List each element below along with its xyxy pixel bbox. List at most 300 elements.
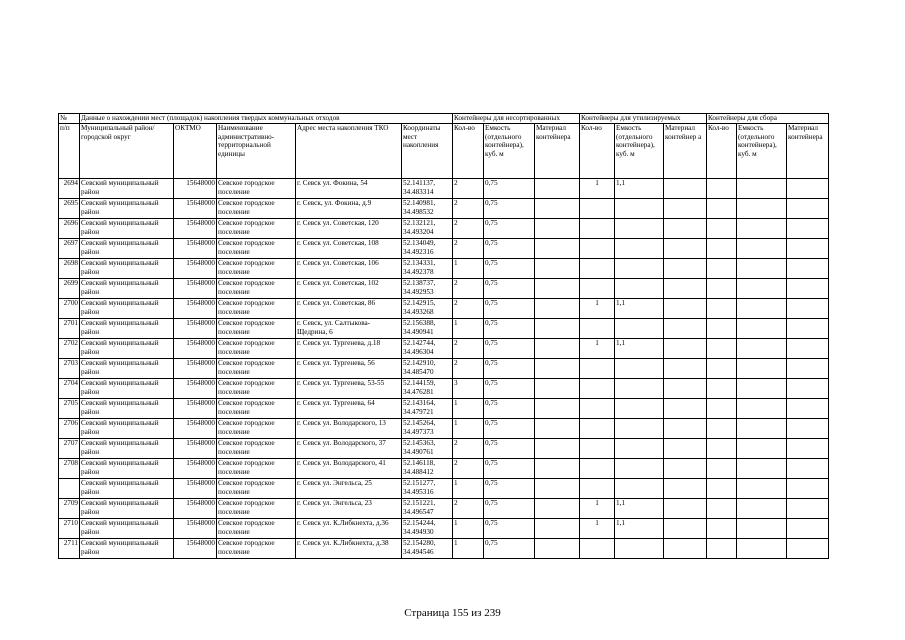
count-recycle-cell xyxy=(580,399,615,419)
material-unsorted-cell xyxy=(535,219,580,239)
count-unsorted-cell: 2 xyxy=(453,339,484,359)
capacity-collect-cell xyxy=(737,519,787,539)
oktmo-cell: 15648000 xyxy=(174,219,217,239)
row-number: 2701 xyxy=(59,319,80,339)
count-unsorted-cell: 2 xyxy=(453,499,484,519)
row-number: 2706 xyxy=(59,419,80,439)
material-collect-cell xyxy=(787,299,829,319)
district-cell: Севский муниципальный район xyxy=(80,339,174,359)
oktmo-cell: 15648000 xyxy=(174,479,217,499)
count-collect-cell xyxy=(707,539,737,559)
row-number: 2708 xyxy=(59,459,80,479)
capacity-unsorted-cell: 0,75 xyxy=(484,359,535,379)
coords-cell: 52.145264, 34.497373 xyxy=(402,419,453,439)
count-unsorted-cell: 2 xyxy=(453,359,484,379)
oktmo-cell: 15648000 xyxy=(174,199,217,219)
district-cell: Севский муниципальный район xyxy=(80,539,174,559)
capacity-collect-cell xyxy=(737,439,787,459)
address-cell: г. Севск ул. Володарского, 41 xyxy=(296,459,402,479)
count-recycle-cell: 1 xyxy=(580,519,615,539)
material-collect-cell xyxy=(787,379,829,399)
count-recycle-cell xyxy=(580,479,615,499)
capacity-collect-cell xyxy=(737,279,787,299)
material-recycle-cell xyxy=(664,279,707,299)
coords-cell: 52.154244, 34.494930 xyxy=(402,519,453,539)
material-unsorted-cell xyxy=(535,259,580,279)
capacity-unsorted-cell: 0,75 xyxy=(484,239,535,259)
material-recycle-cell xyxy=(664,399,707,419)
material-collect-cell xyxy=(787,259,829,279)
oktmo-cell: 15648000 xyxy=(174,239,217,259)
capacity-unsorted-cell: 0,75 xyxy=(484,219,535,239)
admin-unit-cell: Севское городское поселение xyxy=(217,439,296,459)
capacity-recycle-cell xyxy=(615,199,664,219)
address-cell: г. Севск ул. К.Либкнехта, д.38 xyxy=(296,539,402,559)
address-cell: г. Севск ул. Советская, 108 xyxy=(296,239,402,259)
address-cell: г. Севск ул. Советская, 106 xyxy=(296,259,402,279)
material-collect-cell xyxy=(787,219,829,239)
coords-cell: 52.143164, 34.479721 xyxy=(402,399,453,419)
capacity-recycle-cell: 1,1 xyxy=(615,179,664,199)
row-number xyxy=(59,479,80,499)
capacity-recycle-cell xyxy=(615,479,664,499)
material-recycle-cell xyxy=(664,499,707,519)
coords-cell: 52.141137, 34.483314 xyxy=(402,179,453,199)
oktmo-cell: 15648000 xyxy=(174,299,217,319)
admin-unit-cell: Севское городское поселение xyxy=(217,419,296,439)
count-unsorted-cell: 2 xyxy=(453,219,484,239)
coords-cell: 52.132121, 34.493204 xyxy=(402,219,453,239)
material-unsorted-cell xyxy=(535,319,580,339)
count-collect-cell xyxy=(707,519,737,539)
coords-cell: 52.134049, 34.492316 xyxy=(402,239,453,259)
address-cell: г. Севск ул. Тургенева, 53-55 xyxy=(296,379,402,399)
capacity-recycle-cell: 1,1 xyxy=(615,339,664,359)
header-admin-unit: Наименование административно-территориальной единицы xyxy=(217,124,296,179)
district-cell: Севский муниципальный район xyxy=(80,399,174,419)
capacity-recycle-cell xyxy=(615,279,664,299)
capacity-collect-cell xyxy=(737,479,787,499)
coords-cell: 52.142910, 34.485470 xyxy=(402,359,453,379)
material-recycle-cell xyxy=(664,219,707,239)
material-collect-cell xyxy=(787,479,829,499)
material-collect-cell xyxy=(787,399,829,419)
material-recycle-cell xyxy=(664,419,707,439)
header-row-groups xyxy=(59,114,829,124)
count-recycle-cell xyxy=(580,239,615,259)
material-recycle-cell xyxy=(664,459,707,479)
capacity-collect-cell xyxy=(737,499,787,519)
admin-unit-cell: Севское городское поселение xyxy=(217,499,296,519)
header-material-unsorted: Материал контейнера xyxy=(535,124,580,179)
admin-unit-cell: Севское городское поселение xyxy=(217,399,296,419)
table-row xyxy=(59,239,829,259)
oktmo-cell: 15648000 xyxy=(174,439,217,459)
admin-unit-cell: Севское городское поселение xyxy=(217,479,296,499)
count-collect-cell xyxy=(707,439,737,459)
admin-unit-cell: Севское городское поселение xyxy=(217,279,296,299)
capacity-unsorted-cell: 0,75 xyxy=(484,479,535,499)
address-cell: г. Севск ул. Тургенева, 64 xyxy=(296,399,402,419)
capacity-recycle-cell xyxy=(615,319,664,339)
material-unsorted-cell xyxy=(535,239,580,259)
row-number: 2705 xyxy=(59,399,80,419)
capacity-unsorted-cell: 0,75 xyxy=(484,179,535,199)
header-count-unsorted: Кол-во xyxy=(453,124,484,179)
district-cell: Севский муниципальный район xyxy=(80,279,174,299)
count-unsorted-cell: 2 xyxy=(453,239,484,259)
capacity-recycle-cell xyxy=(615,379,664,399)
oktmo-cell: 15648000 xyxy=(174,499,217,519)
address-cell: г. Севск ул. Володарского, 13 xyxy=(296,419,402,439)
count-unsorted-cell: 2 xyxy=(453,439,484,459)
coords-cell: 52.142744, 34.496304 xyxy=(402,339,453,359)
capacity-collect-cell xyxy=(737,339,787,359)
capacity-unsorted-cell: 0,75 xyxy=(484,339,535,359)
row-number: 2710 xyxy=(59,519,80,539)
district-cell: Севский муниципальный район xyxy=(80,439,174,459)
row-number: 2700 xyxy=(59,299,80,319)
district-cell: Севский муниципальный район xyxy=(80,299,174,319)
address-cell: г. Севск ул. Советская, 120 xyxy=(296,219,402,239)
capacity-unsorted-cell: 0,75 xyxy=(484,299,535,319)
table-row xyxy=(59,319,829,339)
material-unsorted-cell xyxy=(535,199,580,219)
header-capacity-unsorted: Емкость (отдельного контейнера), куб. м xyxy=(484,124,535,179)
district-cell: Севский муниципальный район xyxy=(80,519,174,539)
capacity-collect-cell xyxy=(737,359,787,379)
capacity-unsorted-cell: 0,75 xyxy=(484,399,535,419)
count-unsorted-cell: 1 xyxy=(453,539,484,559)
count-recycle-cell xyxy=(580,259,615,279)
row-number: 2707 xyxy=(59,439,80,459)
material-collect-cell xyxy=(787,419,829,439)
header-group-collect: Контейнеры для сбора xyxy=(707,114,829,124)
capacity-recycle-cell xyxy=(615,459,664,479)
count-collect-cell xyxy=(707,359,737,379)
capacity-recycle-cell xyxy=(615,419,664,439)
capacity-recycle-cell: 1,1 xyxy=(615,519,664,539)
address-cell: г. Севск, ул. Салтыкова-Щедрина, 6 xyxy=(296,319,402,339)
material-collect-cell xyxy=(787,519,829,539)
header-district: Муниципальный район/городской округ xyxy=(80,124,174,179)
capacity-recycle-cell xyxy=(615,399,664,419)
table-row xyxy=(59,279,829,299)
material-recycle-cell xyxy=(664,439,707,459)
capacity-collect-cell xyxy=(737,459,787,479)
material-collect-cell xyxy=(787,359,829,379)
material-collect-cell xyxy=(787,279,829,299)
oktmo-cell: 15648000 xyxy=(174,539,217,559)
capacity-unsorted-cell: 0,75 xyxy=(484,439,535,459)
admin-unit-cell: Севское городское поселение xyxy=(217,379,296,399)
page-number: Страница 155 из 239 xyxy=(404,607,501,619)
capacity-collect-cell xyxy=(737,419,787,439)
row-number: 2696 xyxy=(59,219,80,239)
oktmo-cell: 15648000 xyxy=(174,419,217,439)
count-unsorted-cell: 2 xyxy=(453,279,484,299)
address-cell: г. Севск ул. Советская, 102 xyxy=(296,279,402,299)
district-cell: Севский муниципальный район xyxy=(80,379,174,399)
table-row xyxy=(59,379,829,399)
district-cell: Севский муниципальный район xyxy=(80,219,174,239)
count-recycle-cell xyxy=(580,419,615,439)
material-recycle-cell xyxy=(664,519,707,539)
capacity-unsorted-cell: 0,75 xyxy=(484,259,535,279)
table-row xyxy=(59,499,829,519)
count-collect-cell xyxy=(707,199,737,219)
coords-cell: 52.134331, 34.492378 xyxy=(402,259,453,279)
material-recycle-cell xyxy=(664,259,707,279)
count-recycle-cell xyxy=(580,279,615,299)
coords-cell: 52.154280, 34.494546 xyxy=(402,539,453,559)
district-cell: Севский муниципальный район xyxy=(80,419,174,439)
address-cell: г. Севск ул. Советская, 86 xyxy=(296,299,402,319)
count-recycle-cell xyxy=(580,219,615,239)
row-number: 2695 xyxy=(59,199,80,219)
table-row xyxy=(59,519,829,539)
count-recycle-cell xyxy=(580,439,615,459)
material-collect-cell xyxy=(787,199,829,219)
oktmo-cell: 15648000 xyxy=(174,179,217,199)
count-collect-cell xyxy=(707,419,737,439)
material-unsorted-cell xyxy=(535,399,580,419)
material-collect-cell xyxy=(787,459,829,479)
address-cell: г. Севск ул. Фокина, 54 xyxy=(296,179,402,199)
capacity-recycle-cell xyxy=(615,359,664,379)
table-row xyxy=(59,479,829,499)
material-unsorted-cell xyxy=(535,519,580,539)
row-number: 2709 xyxy=(59,499,80,519)
count-recycle-cell xyxy=(580,539,615,559)
count-collect-cell xyxy=(707,399,737,419)
count-unsorted-cell: 2 xyxy=(453,459,484,479)
header-pn: п/п xyxy=(59,124,80,179)
count-unsorted-cell: 2 xyxy=(453,179,484,199)
coords-cell: 52.140981, 34.498532 xyxy=(402,199,453,219)
admin-unit-cell: Севское городское поселение xyxy=(217,179,296,199)
admin-unit-cell: Севское городское поселение xyxy=(217,459,296,479)
coords-cell: 52.146118, 34.488412 xyxy=(402,459,453,479)
capacity-recycle-cell xyxy=(615,539,664,559)
address-cell: г. Севск ул. Энгельса, 23 xyxy=(296,499,402,519)
admin-unit-cell: Севское городское поселение xyxy=(217,319,296,339)
capacity-collect-cell xyxy=(737,219,787,239)
header-coords: Координаты мест накопления xyxy=(402,124,453,179)
material-unsorted-cell xyxy=(535,279,580,299)
header-capacity-recycle: Емкость (отдельного контейнера), куб. м xyxy=(615,124,664,179)
material-recycle-cell xyxy=(664,479,707,499)
row-number: 2702 xyxy=(59,339,80,359)
capacity-unsorted-cell: 0,75 xyxy=(484,279,535,299)
count-collect-cell xyxy=(707,179,737,199)
coords-cell: 52.151277, 34.495316 xyxy=(402,479,453,499)
coords-cell: 52.151221, 34.496547 xyxy=(402,499,453,519)
address-cell: г. Севск ул. Тургенева, 56 xyxy=(296,359,402,379)
count-unsorted-cell: 2 xyxy=(453,299,484,319)
row-number: 2698 xyxy=(59,259,80,279)
count-unsorted-cell: 1 xyxy=(453,519,484,539)
coords-cell: 52.142915, 34.493268 xyxy=(402,299,453,319)
registry-table xyxy=(58,113,829,559)
material-unsorted-cell xyxy=(535,299,580,319)
district-cell: Севский муниципальный район xyxy=(80,459,174,479)
capacity-collect-cell xyxy=(737,399,787,419)
header-group-location: Данные о нахождении мест (площадок) накопления твердых коммунальных отходов xyxy=(80,114,453,124)
capacity-recycle-cell xyxy=(615,439,664,459)
row-number: 2703 xyxy=(59,359,80,379)
table-row xyxy=(59,419,829,439)
material-recycle-cell xyxy=(664,199,707,219)
admin-unit-cell: Севское городское поселение xyxy=(217,199,296,219)
capacity-collect-cell xyxy=(737,259,787,279)
material-recycle-cell xyxy=(664,319,707,339)
count-collect-cell xyxy=(707,379,737,399)
material-collect-cell xyxy=(787,439,829,459)
capacity-collect-cell xyxy=(737,239,787,259)
count-unsorted-cell: 1 xyxy=(453,399,484,419)
oktmo-cell: 15648000 xyxy=(174,459,217,479)
header-count-collect: Кол-во xyxy=(707,124,737,179)
admin-unit-cell: Севское городское поселение xyxy=(217,299,296,319)
address-cell: г. Севск, ул. Фокина, д.9 xyxy=(296,199,402,219)
header-group-recycle: Контейнеры для утилизируемых xyxy=(580,114,707,124)
material-recycle-cell xyxy=(664,359,707,379)
capacity-unsorted-cell: 0,75 xyxy=(484,459,535,479)
address-cell: г. Севск ул. Тургенева, д.18 xyxy=(296,339,402,359)
header-material-recycle: Материал контейнер а xyxy=(664,124,707,179)
count-unsorted-cell: 1 xyxy=(453,259,484,279)
count-unsorted-cell: 1 xyxy=(453,479,484,499)
material-recycle-cell xyxy=(664,379,707,399)
table-row xyxy=(59,339,829,359)
material-collect-cell xyxy=(787,499,829,519)
table-row xyxy=(59,299,829,319)
table-row xyxy=(59,259,829,279)
admin-unit-cell: Севское городское поселение xyxy=(217,219,296,239)
coords-cell: 52.145363, 34.490761 xyxy=(402,439,453,459)
table-row xyxy=(59,359,829,379)
oktmo-cell: 15648000 xyxy=(174,279,217,299)
count-unsorted-cell: 1 xyxy=(453,319,484,339)
admin-unit-cell: Севское городское поселение xyxy=(217,339,296,359)
coords-cell: 52.144159, 34.476281 xyxy=(402,379,453,399)
oktmo-cell: 15648000 xyxy=(174,359,217,379)
material-unsorted-cell xyxy=(535,179,580,199)
count-recycle-cell xyxy=(580,459,615,479)
material-collect-cell xyxy=(787,319,829,339)
material-unsorted-cell xyxy=(535,379,580,399)
material-recycle-cell xyxy=(664,299,707,319)
header-count-recycle: Кол-во xyxy=(580,124,615,179)
count-recycle-cell: 1 xyxy=(580,339,615,359)
material-collect-cell xyxy=(787,239,829,259)
admin-unit-cell: Севское городское поселение xyxy=(217,359,296,379)
material-unsorted-cell xyxy=(535,339,580,359)
count-collect-cell xyxy=(707,459,737,479)
header-oktmo: ОКТМО xyxy=(174,124,217,179)
header-address: Адрес места накопления ТКО xyxy=(296,124,402,179)
district-cell: Севский муниципальный район xyxy=(80,319,174,339)
material-unsorted-cell xyxy=(535,439,580,459)
count-recycle-cell: 1 xyxy=(580,179,615,199)
district-cell: Севский муниципальный район xyxy=(80,239,174,259)
capacity-collect-cell xyxy=(737,179,787,199)
count-recycle-cell: 1 xyxy=(580,299,615,319)
address-cell: г. Севск ул. Володарского, 37 xyxy=(296,439,402,459)
count-collect-cell xyxy=(707,219,737,239)
admin-unit-cell: Севское городское поселение xyxy=(217,519,296,539)
material-collect-cell xyxy=(787,539,829,559)
count-unsorted-cell: 2 xyxy=(453,199,484,219)
header-row-columns xyxy=(59,124,829,179)
table-row xyxy=(59,199,829,219)
capacity-recycle-cell xyxy=(615,239,664,259)
district-cell: Севский муниципальный район xyxy=(80,499,174,519)
material-collect-cell xyxy=(787,179,829,199)
capacity-unsorted-cell: 0,75 xyxy=(484,199,535,219)
row-number: 2699 xyxy=(59,279,80,299)
admin-unit-cell: Севское городское поселение xyxy=(217,539,296,559)
material-unsorted-cell xyxy=(535,479,580,499)
material-unsorted-cell xyxy=(535,539,580,559)
capacity-recycle-cell xyxy=(615,259,664,279)
district-cell: Севский муниципальный район xyxy=(80,199,174,219)
count-recycle-cell xyxy=(580,359,615,379)
table-row xyxy=(59,459,829,479)
coords-cell: 52.156388, 34.490941 xyxy=(402,319,453,339)
count-collect-cell xyxy=(707,279,737,299)
count-collect-cell xyxy=(707,259,737,279)
capacity-unsorted-cell: 0,75 xyxy=(484,419,535,439)
table-row xyxy=(59,399,829,419)
material-unsorted-cell xyxy=(535,419,580,439)
material-recycle-cell xyxy=(664,239,707,259)
header-no: № xyxy=(59,114,80,124)
material-recycle-cell xyxy=(664,539,707,559)
district-cell: Севский муниципальный район xyxy=(80,479,174,499)
capacity-unsorted-cell: 0,75 xyxy=(484,499,535,519)
material-collect-cell xyxy=(787,339,829,359)
capacity-recycle-cell xyxy=(615,219,664,239)
count-collect-cell xyxy=(707,479,737,499)
count-collect-cell xyxy=(707,319,737,339)
capacity-recycle-cell: 1,1 xyxy=(615,299,664,319)
table-row xyxy=(59,539,829,559)
count-recycle-cell xyxy=(580,319,615,339)
material-recycle-cell xyxy=(664,339,707,359)
material-unsorted-cell xyxy=(535,359,580,379)
count-unsorted-cell: 3 xyxy=(453,379,484,399)
material-recycle-cell xyxy=(664,179,707,199)
capacity-collect-cell xyxy=(737,319,787,339)
count-collect-cell xyxy=(707,339,737,359)
address-cell: г. Севск ул. К.Либкнехта, д.36 xyxy=(296,519,402,539)
count-recycle-cell: 1 xyxy=(580,499,615,519)
material-unsorted-cell xyxy=(535,499,580,519)
capacity-unsorted-cell: 0,75 xyxy=(484,539,535,559)
capacity-recycle-cell: 1,1 xyxy=(615,499,664,519)
oktmo-cell: 15648000 xyxy=(174,319,217,339)
header-group-unsorted: Контейнеры для несортированных xyxy=(453,114,580,124)
admin-unit-cell: Севское городское поселение xyxy=(217,239,296,259)
row-number: 2704 xyxy=(59,379,80,399)
capacity-collect-cell xyxy=(737,199,787,219)
row-number: 2694 xyxy=(59,179,80,199)
header-capacity-collect: Емкость (отдельного контейнера), куб. м xyxy=(737,124,787,179)
capacity-collect-cell xyxy=(737,379,787,399)
oktmo-cell: 15648000 xyxy=(174,399,217,419)
